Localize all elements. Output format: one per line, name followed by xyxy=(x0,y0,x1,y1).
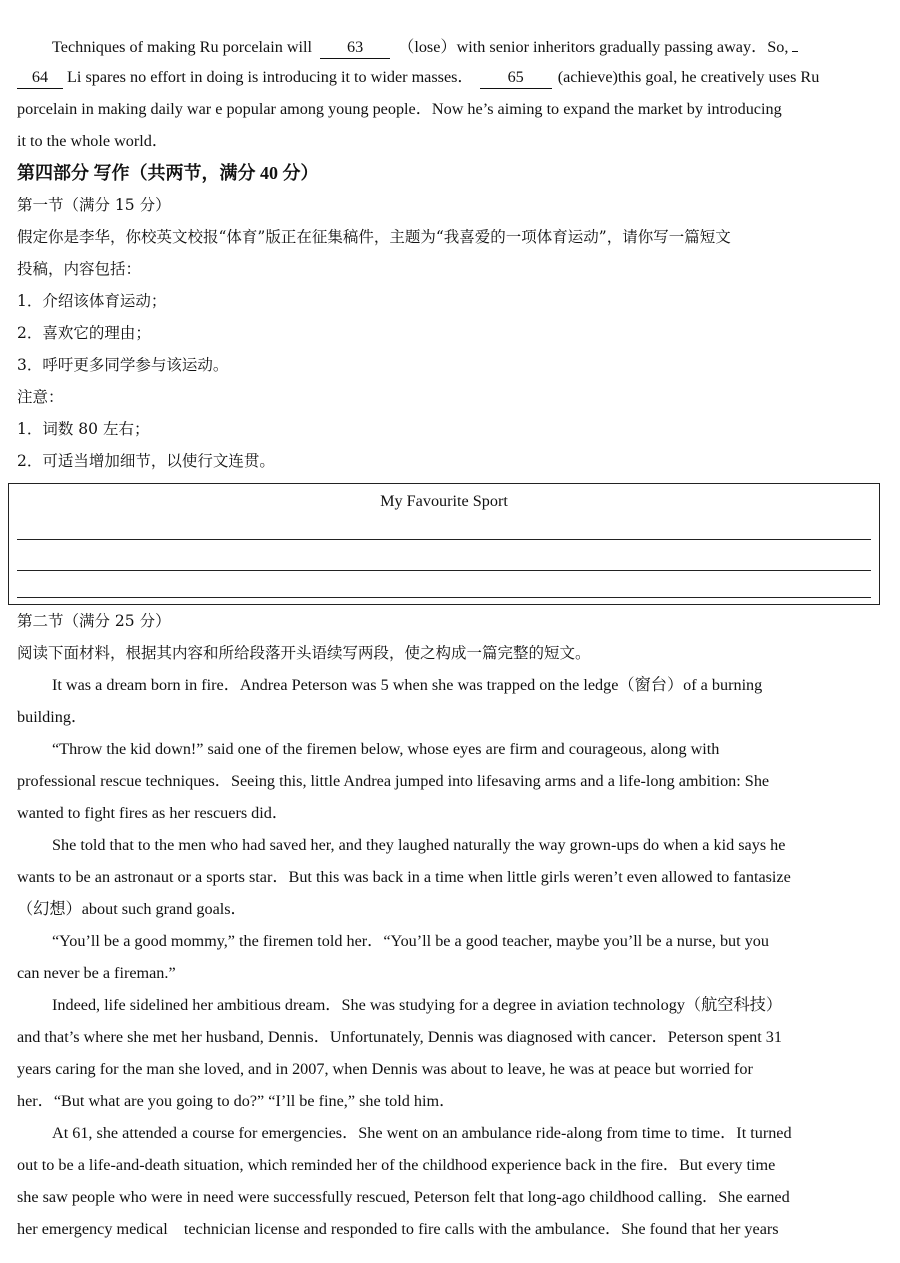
passage-line: out to be a life-and-death situation, which reminded her of the childhood experience back in the fire．But every time xyxy=(17,1156,776,1174)
part-four-title: 第四部分 写作（共两节，满分 40 分） xyxy=(17,163,319,183)
note-1: 1．词数 80 左右； xyxy=(17,420,150,438)
section-one-prompt-1: 假定你是李华，你校英文校报“体育”版正在征集稿件，主题为“我喜爱的一项体育运动”，请你写一篇短文 xyxy=(17,228,731,246)
passage-line: “You’ll be a good mommy,” the firemen told her．“You’ll be a good teacher, maybe you’ll be a nurse, but you xyxy=(52,932,769,950)
passage-line: Indeed, life sidelined her ambitious dream．She was studying for a degree in aviation technology（航空科技） xyxy=(52,996,783,1014)
answer-line xyxy=(17,570,871,571)
requirement-1: 1．介绍该体育运动； xyxy=(17,292,167,310)
note-title: 注意： xyxy=(17,388,64,406)
section-two-prompt: 阅读下面材料，根据其内容和所给段落开头语续写两段，使之构成一篇完整的短文。 xyxy=(17,644,591,662)
section-two-title: 第二节（满分 25 分） xyxy=(17,612,171,630)
passage-line: can never be a fireman.” xyxy=(17,964,176,982)
passage-line: “Throw the kid down!” said one of the firemen below, whose eyes are firm and courageous, along with xyxy=(52,740,720,758)
answer-box-title: My Favourite Sport xyxy=(380,492,508,510)
passage-line: building． xyxy=(17,708,88,726)
requirement-2: 2．喜欢它的理由； xyxy=(17,324,151,342)
passage-line: wanted to fight fires as her rescuers did． xyxy=(17,804,289,822)
cloze-line-1: Techniques of making Ru porcelain will 63 （lose）with senior inheritors gradually passing away．So, xyxy=(17,29,883,61)
cloze-line-4: it to the whole world． xyxy=(17,132,169,150)
passage-line: It was a dream born in fire．Andrea Peterson was 5 when she was trapped on the ledge（窗台）of a burning xyxy=(52,676,763,694)
passage-line: At 61, she attended a course for emergencies．She went on an ambulance ride-along from time to time．It turned xyxy=(52,1124,792,1142)
passage-line: her emergency medical technician license and responded to fire calls with the ambulance．She found that her years xyxy=(17,1220,779,1238)
cloze-line-3: porcelain in making daily war e popular among young people．Now he’s aiming to expand the market by introducing xyxy=(17,100,782,118)
cloze-line-2: 64 Li spares no effort in doing is introducing it to wider masses． 65 (achieve)this goal, he creatively uses Ru xyxy=(17,61,883,93)
blank-63: 63 xyxy=(320,36,390,59)
passage-line: she saw people who were in need were successfully rescued, Peterson felt that long-ago childhood calling．She earned xyxy=(17,1188,790,1206)
passage-line: and that’s where she met her husband, Dennis．Unfortunately, Dennis was diagnosed with cancer．Peterson spent 31 xyxy=(17,1028,782,1046)
passage-line: her．“But what are you going to do?” “I’ll be fine,” she told him． xyxy=(17,1092,456,1110)
passage-line: She told that to the men who had saved her, and they laughed naturally the way grown-ups do when a kid says he xyxy=(52,836,786,854)
answer-line xyxy=(17,597,871,598)
passage-line: wants to be an astronaut or a sports star．But this was back in a time when little girls weren’t even allowed to fantasize xyxy=(17,868,791,886)
answer-box xyxy=(8,483,880,605)
section-one-title: 第一节（满分 15 分） xyxy=(17,196,171,214)
requirement-3: 3．呼吁更多同学参与该运动。 xyxy=(17,356,229,374)
blank-64-start xyxy=(792,29,798,52)
note-2: 2．可适当增加细节，以使行文连贯。 xyxy=(17,452,275,470)
passage-line: years caring for the man she loved, and in 2007, when Dennis was about to leave, he was at peace but worried for xyxy=(17,1060,753,1078)
exam-page xyxy=(17,29,883,1245)
section-one-prompt-2: 投稿，内容包括： xyxy=(17,260,142,278)
passage-line: （幻想）about such grand goals． xyxy=(17,900,247,918)
blank-65: 65 xyxy=(480,66,552,89)
passage-line: professional rescue techniques．Seeing this, little Andrea jumped into lifesaving arms and a life-long ambition: She xyxy=(17,772,770,790)
answer-line xyxy=(17,539,871,540)
blank-64: 64 xyxy=(17,66,63,89)
